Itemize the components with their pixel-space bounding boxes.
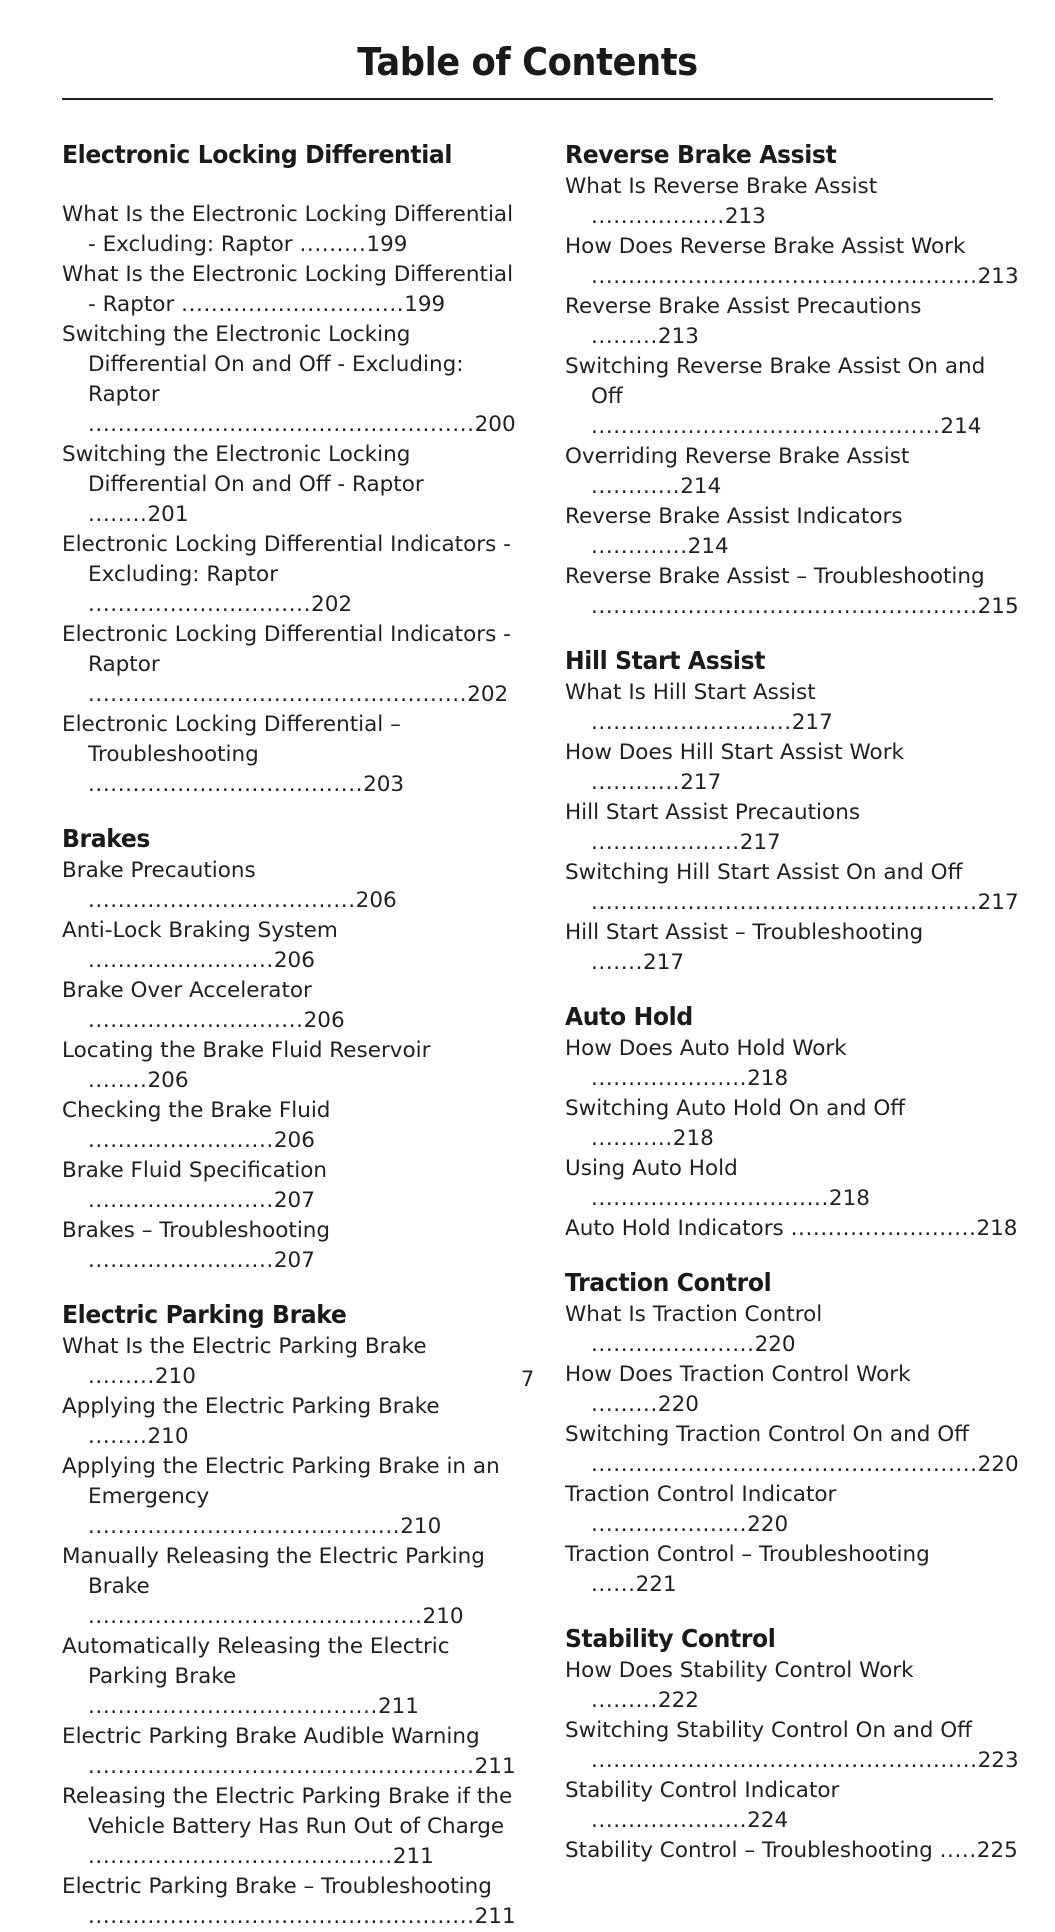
toc-leader-dots: .............................................: [88, 1604, 423, 1629]
toc-entry[interactable]: [565, 1836, 1018, 1866]
toc-entry-page: 203: [363, 772, 405, 797]
toc-entry-page: 223: [977, 1748, 1019, 1773]
toc-entry-title: Checking the Brake Fluid: [62, 1098, 331, 1123]
toc-leader-dots: .......: [591, 950, 644, 975]
toc-entry[interactable]: [62, 916, 518, 976]
toc-entry-title: Automatically Releasing the Electric Parking Brake: [62, 1634, 450, 1689]
toc-leader-dots: ........: [88, 1068, 148, 1093]
toc-entry-page: 200: [474, 412, 516, 437]
toc-leader-dots: .........: [591, 1392, 658, 1417]
toc-entry-page: 211: [474, 1904, 516, 1929]
toc-entry[interactable]: [565, 1034, 1018, 1094]
toc-entry-title: Traction Control – Troubleshooting: [565, 1542, 930, 1567]
toc-entry[interactable]: [62, 200, 518, 260]
toc-entry-title: Applying the Electric Parking Brake: [62, 1394, 440, 1419]
toc-entry-title: Electronic Locking Differential Indicators - Raptor: [62, 622, 511, 677]
toc-entry-page: 213: [657, 324, 699, 349]
page-number: 7: [520, 1367, 535, 1391]
toc-leader-dots: ....................................................: [591, 594, 978, 619]
toc-entry[interactable]: [62, 1096, 518, 1156]
toc-columns: [62, 140, 1018, 1932]
toc-leader-dots: ......................: [591, 1332, 755, 1357]
toc-entry-title: Switching the Electronic Locking Differential On and Off - Raptor: [62, 442, 424, 497]
toc-entry[interactable]: [62, 320, 518, 440]
toc-leader-dots: .........................: [88, 1128, 274, 1153]
toc-entry-title: What Is the Electric Parking Brake: [62, 1334, 427, 1359]
section-heading: Stability Control: [565, 1624, 776, 1653]
toc-leader-dots: ..........................................: [88, 1514, 401, 1539]
toc-leader-dots: ....................................................: [591, 264, 978, 289]
toc-entry-page: 224: [747, 1808, 789, 1833]
toc-entry-title: Stability Control – Troubleshooting: [565, 1838, 933, 1863]
toc-leader-dots: ....................: [591, 830, 740, 855]
toc-leader-dots: ....................................: [88, 888, 356, 913]
toc-entry[interactable]: [62, 1872, 518, 1932]
section-heading: Electric Parking Brake: [62, 1300, 347, 1329]
toc-entry[interactable]: [565, 858, 1018, 918]
toc-entry-title: Anti-Lock Braking System: [62, 918, 338, 943]
toc-entry-title: Brake Fluid Specification: [62, 1158, 327, 1183]
toc-entry-title: Switching Auto Hold On and Off: [565, 1096, 906, 1121]
toc-column-right: [565, 140, 1018, 1932]
toc-entry-title: Releasing the Electric Parking Brake if the Vehicle Battery Has Run Out of Charge: [62, 1784, 513, 1839]
toc-leader-dots: .........................: [88, 1248, 274, 1273]
toc-section: [565, 646, 1018, 978]
toc-entry-page: 207: [273, 1248, 315, 1273]
toc-leader-dots: ........: [88, 502, 148, 527]
toc-entry-title: Switching Hill Start Assist On and Off: [565, 860, 963, 885]
toc-leader-dots: ...............................................: [591, 414, 941, 439]
toc-entry-title: Reverse Brake Assist – Troubleshooting: [565, 564, 985, 589]
page-title: Table of Contents: [357, 40, 698, 84]
section-heading: Auto Hold: [565, 1002, 693, 1031]
toc-entry-title: How Does Stability Control Work: [565, 1658, 914, 1683]
toc-entry-title: Stability Control Indicator: [565, 1778, 840, 1803]
toc-entry-title: Hill Start Assist Precautions: [565, 800, 861, 825]
toc-leader-dots: .........: [88, 1364, 155, 1389]
toc-entry-page: 218: [976, 1216, 1018, 1241]
toc-leader-dots: .............: [591, 534, 688, 559]
toc-entry-page: 210: [154, 1364, 196, 1389]
toc-entry[interactable]: [62, 530, 518, 620]
section-heading: Electronic Locking Differential: [62, 140, 453, 169]
toc-entry-page: 202: [467, 682, 509, 707]
toc-leader-dots: .....................: [591, 1808, 748, 1833]
toc-entry[interactable]: [565, 1420, 1018, 1480]
toc-entry-page: 222: [657, 1688, 699, 1713]
toc-entry-page: 217: [643, 950, 685, 975]
section-heading: Reverse Brake Assist: [565, 140, 837, 169]
toc-entry-title: Traction Control Indicator: [565, 1482, 837, 1507]
toc-entry[interactable]: [565, 502, 1018, 562]
toc-entry-page: 220: [977, 1452, 1019, 1477]
toc-entry-page: 218: [828, 1186, 870, 1211]
toc-leader-dots: ....................................................: [88, 412, 475, 437]
toc-entry-page: 206: [273, 1128, 315, 1153]
toc-entry[interactable]: [565, 1154, 1018, 1214]
toc-column-left: [62, 140, 518, 1932]
toc-entry-title: How Does Traction Control Work: [565, 1362, 911, 1387]
toc-section: [565, 140, 1018, 622]
toc-entry[interactable]: [62, 976, 518, 1036]
toc-entry-title: How Does Auto Hold Work: [565, 1036, 847, 1061]
toc-entry-page: 218: [747, 1066, 789, 1091]
section-heading: Hill Start Assist: [565, 646, 766, 675]
toc-entry-page: 214: [940, 414, 982, 439]
toc-entry-page: 217: [739, 830, 781, 855]
toc-entry-page: 218: [672, 1126, 714, 1151]
toc-leader-dots: .........................: [88, 948, 274, 973]
toc-entry-title: Using Auto Hold: [565, 1156, 738, 1181]
toc-leader-dots: ...........................: [591, 710, 792, 735]
toc-entry-page: 220: [747, 1512, 789, 1537]
toc-entry-title: Electronic Locking Differential Indicators - Excluding: Raptor: [62, 532, 511, 587]
toc-entry[interactable]: [565, 1094, 1018, 1154]
toc-leader-dots: ............: [591, 770, 681, 795]
title-divider: [62, 98, 993, 100]
toc-entry-title: Brake Precautions: [62, 858, 256, 883]
toc-entry[interactable]: [565, 292, 1018, 352]
toc-leader-dots: ...........: [591, 1126, 673, 1151]
toc-entry-page: 206: [273, 948, 315, 973]
toc-leader-dots: .....................: [591, 1512, 748, 1537]
toc-section: [565, 1002, 1018, 1244]
toc-entry-page: 214: [680, 474, 722, 499]
toc-entry-page: 225: [976, 1838, 1018, 1863]
toc-entry-title: How Does Hill Start Assist Work: [565, 740, 904, 765]
toc-leader-dots: .....: [939, 1838, 977, 1863]
toc-entry-title: What Is the Electronic Locking Differential - Excluding: Raptor: [62, 202, 514, 257]
toc-entry[interactable]: [62, 1452, 518, 1542]
toc-leader-dots: ....................................................: [591, 890, 978, 915]
toc-entry-page: 217: [977, 890, 1019, 915]
toc-leader-dots: .........: [299, 232, 367, 257]
toc-entry-title: Overriding Reverse Brake Assist: [565, 444, 910, 469]
toc-leader-dots: .........................................: [88, 1844, 393, 1869]
toc-entry[interactable]: [565, 1716, 1018, 1776]
toc-entry-page: 215: [977, 594, 1019, 619]
toc-leader-dots: ..............................: [181, 292, 405, 317]
toc-entry[interactable]: [565, 442, 1018, 502]
toc-entry-page: 206: [147, 1068, 189, 1093]
toc-entry[interactable]: [62, 710, 518, 800]
toc-entry-title: What Is the Electronic Locking Differential - Raptor: [62, 262, 514, 317]
toc-leader-dots: ............: [591, 474, 681, 499]
toc-leader-dots: ....................................................: [88, 1754, 475, 1779]
toc-leader-dots: ....................................................: [88, 1904, 475, 1929]
toc-leader-dots: .....................................: [88, 772, 364, 797]
toc-entry[interactable]: [565, 1540, 1018, 1600]
toc-entry-title: How Does Reverse Brake Assist Work: [565, 234, 966, 259]
toc-leader-dots: .......................................: [88, 1694, 378, 1719]
toc-entry[interactable]: [565, 918, 1018, 978]
toc-entry[interactable]: [62, 856, 518, 916]
toc-entry[interactable]: [62, 1392, 518, 1452]
toc-leader-dots: .........................: [790, 1216, 977, 1241]
toc-entry[interactable]: [62, 1722, 518, 1782]
toc-entry-title: Electric Parking Brake Audible Warning: [62, 1724, 480, 1749]
toc-leader-dots: ..............................: [88, 592, 312, 617]
toc-entry[interactable]: [565, 1656, 1018, 1716]
toc-entry[interactable]: [62, 1036, 518, 1096]
toc-entry[interactable]: [565, 798, 1018, 858]
toc-leader-dots: .........................: [88, 1188, 274, 1213]
toc-entry-title: Reverse Brake Assist Indicators: [565, 504, 903, 529]
section-heading: Brakes: [62, 824, 151, 853]
toc-section: [62, 1300, 518, 1932]
toc-entry-page: 211: [392, 1844, 434, 1869]
toc-entry-page: 220: [657, 1392, 699, 1417]
toc-entry-page: 217: [680, 770, 722, 795]
toc-entry[interactable]: [565, 738, 1018, 798]
toc-entry-page: 210: [422, 1604, 464, 1629]
toc-entry-page: 210: [400, 1514, 442, 1539]
toc-section: [565, 1268, 1018, 1600]
toc-entry-page: 206: [355, 888, 397, 913]
toc-section: [565, 1624, 1018, 1866]
toc-entry-title: Electric Parking Brake – Troubleshooting: [62, 1874, 492, 1899]
toc-entry-page: 211: [474, 1754, 516, 1779]
toc-entry[interactable]: [565, 1214, 1018, 1244]
toc-leader-dots: ....................................................: [591, 1748, 978, 1773]
toc-entry-title: Hill Start Assist – Troubleshooting: [565, 920, 924, 945]
toc-leader-dots: ................................: [591, 1186, 829, 1211]
toc-entry-page: 201: [147, 502, 189, 527]
toc-leader-dots: ..................: [591, 204, 725, 229]
toc-entry-page: 210: [147, 1424, 189, 1449]
toc-entry-title: Brake Over Accelerator: [62, 978, 312, 1003]
toc-entry-title: Switching the Electronic Locking Differential On and Off - Excluding: Raptor: [62, 322, 464, 407]
toc-entry[interactable]: [62, 260, 518, 320]
toc-entry-page: 220: [754, 1332, 796, 1357]
toc-leader-dots: .........: [591, 1688, 658, 1713]
toc-entry-page: 213: [977, 264, 1019, 289]
toc-entry-page: 202: [311, 592, 353, 617]
toc-entry[interactable]: [565, 232, 1018, 292]
toc-entry-title: Switching Traction Control On and Off: [565, 1422, 969, 1447]
toc-entry-page: 207: [273, 1188, 315, 1213]
toc-entry-page: 217: [791, 710, 833, 735]
toc-leader-dots: .............................: [88, 1008, 304, 1033]
toc-entry[interactable]: [62, 1216, 518, 1276]
toc-leader-dots: ...................................................: [88, 682, 468, 707]
toc-entry-page: 213: [724, 204, 766, 229]
toc-entry-page: 221: [635, 1572, 677, 1597]
toc-entry-title: What Is Reverse Brake Assist: [565, 174, 878, 199]
toc-entry-title: What Is Hill Start Assist: [565, 680, 816, 705]
toc-leader-dots: ......: [591, 1572, 636, 1597]
toc-entry-page: 211: [377, 1694, 419, 1719]
toc-entry-title: Switching Stability Control On and Off: [565, 1718, 972, 1743]
toc-entry[interactable]: [62, 620, 518, 710]
toc-entry-title: Electronic Locking Differential – Troubleshooting: [62, 712, 401, 767]
toc-entry-page: 206: [303, 1008, 345, 1033]
toc-entry[interactable]: [565, 172, 1018, 232]
toc-entry[interactable]: [62, 1782, 518, 1872]
toc-entry-title: Switching Reverse Brake Assist On and Off: [565, 354, 986, 409]
toc-entry[interactable]: [62, 1542, 518, 1632]
toc-section: [62, 824, 518, 1276]
toc-entry[interactable]: [565, 1480, 1018, 1540]
toc-entry[interactable]: [62, 1632, 518, 1722]
toc-entry-title: Locating the Brake Fluid Reservoir: [62, 1038, 431, 1063]
toc-entry[interactable]: [62, 440, 518, 530]
toc-entry-title: Brakes – Troubleshooting: [62, 1218, 331, 1243]
toc-entry-page: 199: [366, 232, 408, 257]
section-heading: Traction Control: [565, 1268, 772, 1297]
toc-entry[interactable]: [565, 1776, 1018, 1836]
toc-entry-title: Applying the Electric Parking Brake in an Emergency: [62, 1454, 500, 1509]
toc-entry[interactable]: [565, 352, 1018, 442]
toc-entry-page: 214: [687, 534, 729, 559]
toc-section: [62, 140, 518, 800]
toc-entry[interactable]: [565, 678, 1018, 738]
toc-entry[interactable]: [565, 562, 1018, 622]
toc-leader-dots: ....................................................: [591, 1452, 978, 1477]
toc-leader-dots: .....................: [591, 1066, 748, 1091]
toc-entry-title: What Is Traction Control: [565, 1302, 823, 1327]
toc-entry[interactable]: [62, 1156, 518, 1216]
toc-leader-dots: ........: [88, 1424, 148, 1449]
toc-entry-title: Auto Hold Indicators: [565, 1216, 784, 1241]
toc-entry-title: Manually Releasing the Electric Parking Brake: [62, 1544, 485, 1599]
toc-entry-page: 199: [404, 292, 446, 317]
toc-leader-dots: .........: [591, 324, 658, 349]
toc-entry[interactable]: [565, 1300, 1018, 1360]
toc-entry-title: Reverse Brake Assist Precautions: [565, 294, 922, 319]
